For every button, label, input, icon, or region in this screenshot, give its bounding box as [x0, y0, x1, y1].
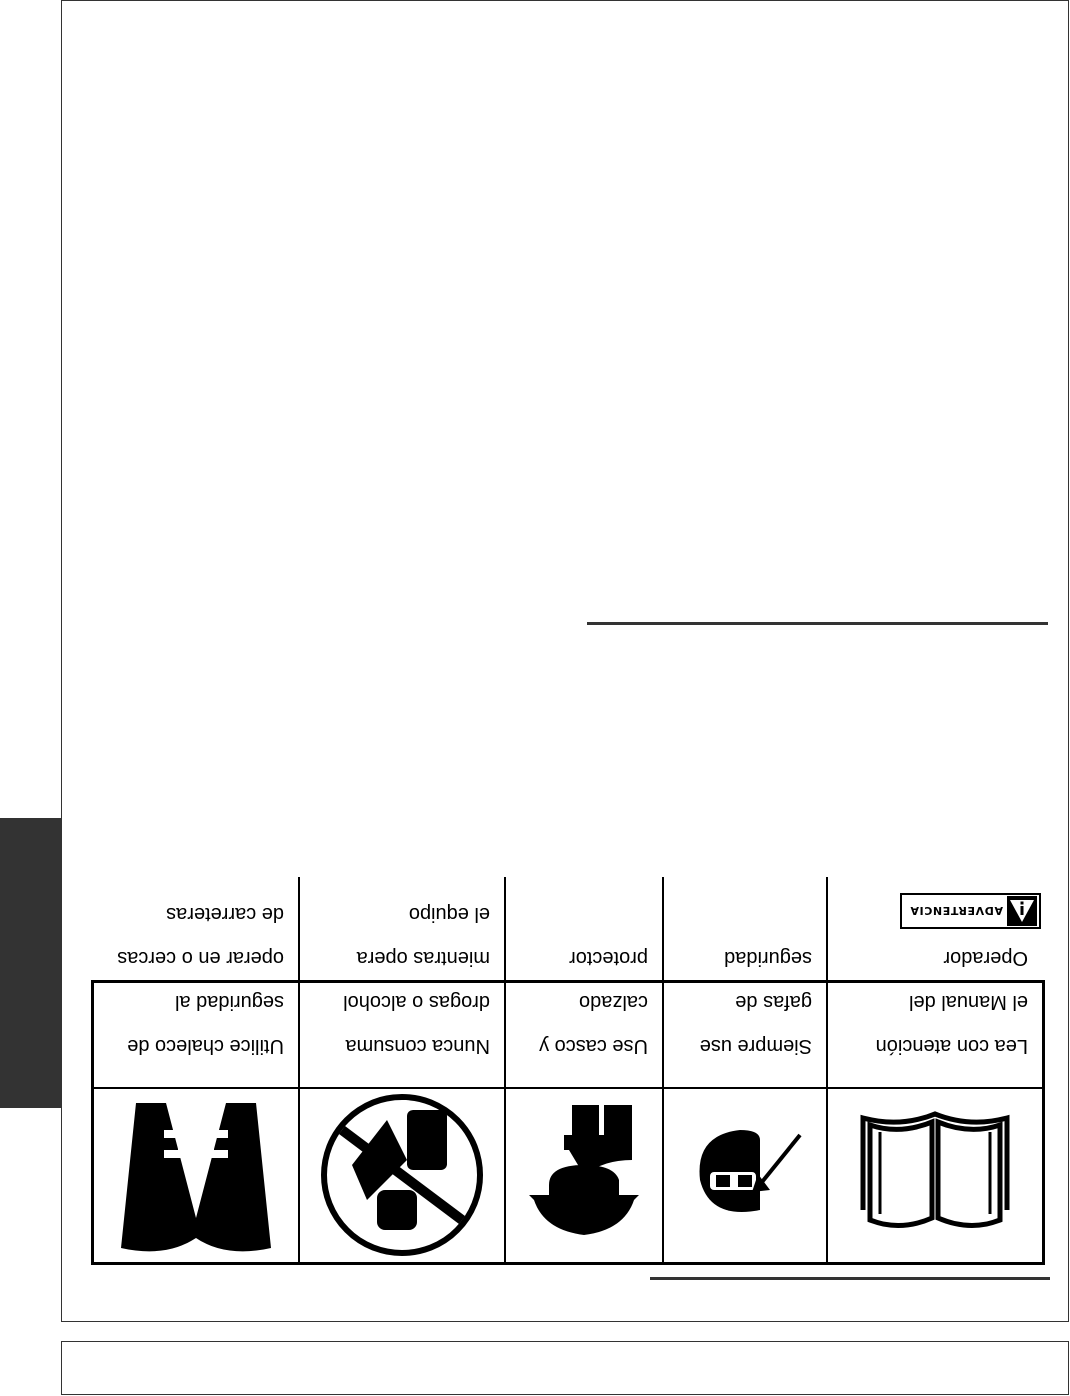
table-text-cell	[94, 877, 298, 1087]
safety-vest-icon	[106, 1093, 286, 1258]
no-drugs-alcohol-icon	[317, 1091, 487, 1261]
instruction-line: seguridad	[724, 947, 812, 969]
horizontal-rule-bottom	[650, 1277, 1050, 1280]
table-icon-cell	[94, 1087, 298, 1262]
table-icon-cell	[504, 1087, 662, 1262]
instruction-line: Lea con atención	[875, 1035, 1028, 1057]
instruction-line: el equipo	[408, 903, 490, 925]
table-icon-cell	[662, 1087, 826, 1262]
instruction-line: de carreteras	[166, 903, 284, 925]
section-side-tab	[0, 818, 61, 1108]
instruction-line: gafas de	[735, 991, 812, 1013]
instruction-line: calzado	[579, 991, 648, 1013]
instruction-line: protector	[569, 947, 648, 969]
instruction-line: Utilice chaleco de	[127, 1035, 284, 1057]
table-icon-cell	[826, 1087, 1042, 1262]
instruction-line: operar en o cercas	[117, 947, 284, 969]
footer-box	[61, 1341, 1069, 1395]
instruction-line: Nunca consuma	[345, 1035, 490, 1057]
table-text-cell	[826, 877, 1042, 1087]
table-text-cell	[504, 877, 662, 1087]
instruction-line: el Manual del	[909, 991, 1028, 1013]
instruction-line: mientras opera	[356, 947, 490, 969]
operator-manual-book-icon	[860, 1111, 1010, 1241]
table-text-cell	[298, 877, 504, 1087]
instruction-line: seguridad al	[175, 991, 284, 1013]
safety-goggles-face-icon	[680, 1121, 810, 1231]
table-icon-cell	[298, 1087, 504, 1262]
horizontal-rule-top	[587, 622, 1048, 625]
warning-label-text: ADVERTENCIA	[909, 904, 1003, 918]
instruction-line: drogas o alcohol	[343, 991, 490, 1013]
table-text-cell	[662, 877, 826, 1087]
instruction-line: Siempre use	[699, 1035, 812, 1057]
hard-hat-and-boot-icon	[524, 1096, 644, 1256]
instruction-line: Operador	[943, 947, 1028, 969]
instruction-line: Use casco y	[539, 1035, 648, 1057]
